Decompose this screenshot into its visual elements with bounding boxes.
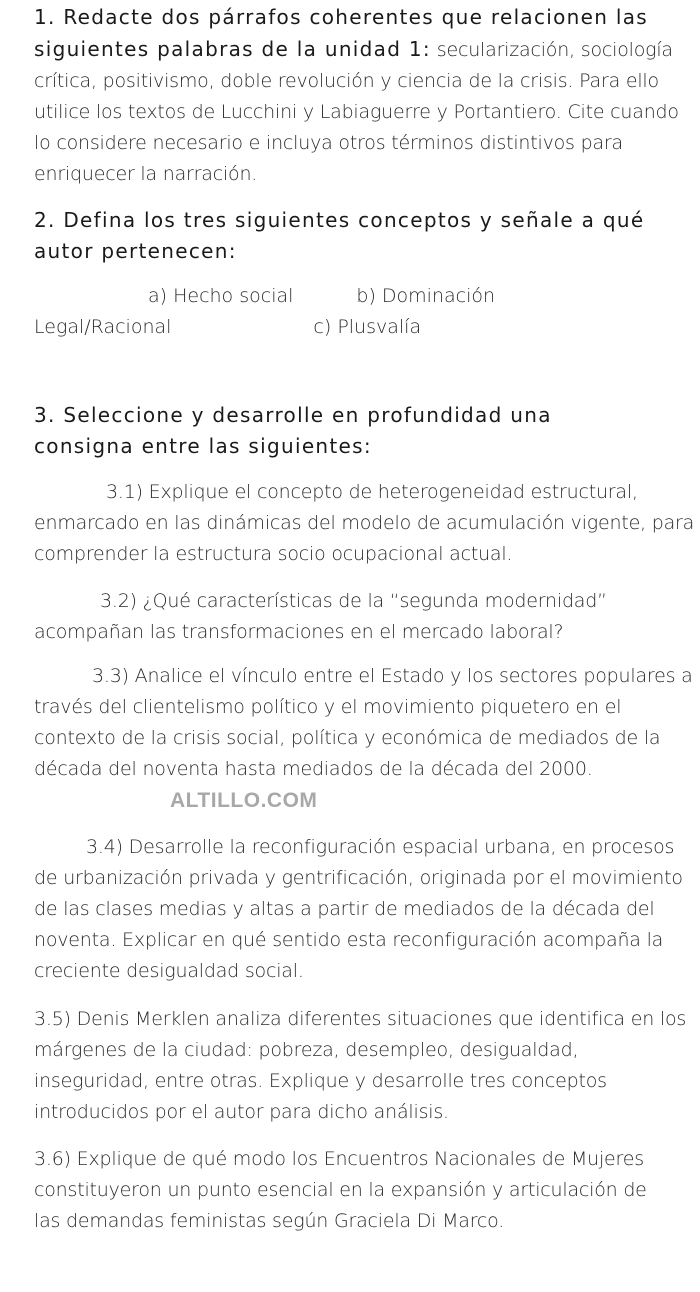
- question-2-concepts: [34, 281, 694, 343]
- question-3-heading: 3. Seleccione y desarrolle en profundidad una consigna entre las siguientes:: [34, 403, 552, 458]
- option-3-5: [34, 1004, 696, 1128]
- option-3-4-text: 3.4) Desarrolle la reconfiguración espacial urbana, en procesos de urbanización privada y gentrificación, originada por el movimiento de las clases medias y altas a partir de mediados de la década del noventa. Explicar en qué sentido esta reconfiguración acompaña la creciente desigualdad social.: [34, 836, 683, 982]
- option-3-3: [34, 661, 694, 817]
- option-3-6: [34, 1144, 654, 1237]
- concept-row-1: [34, 281, 694, 312]
- question-1-body: secularización, sociología crítica, positivismo, doble revolución y ciencia de la crisis. Para ello utilice los textos de Lucchini y Labiaguerre y Portantiero. Cite cuando lo considere necesario e incluya otros términos distintivos para enriquecer la narración.: [34, 39, 679, 185]
- option-3-1: [34, 477, 696, 570]
- option-3-2-text: 3.2) ¿Qué características de la “segunda modernidad” acompañan las transformaciones en el mercado laboral?: [34, 590, 607, 643]
- concept-b: b) Dominación: [356, 285, 496, 307]
- option-3-2: [34, 586, 664, 648]
- question-1: [34, 2, 694, 190]
- option-3-3-text: 3.3) Analice el vínculo entre el Estado y los sectores populares a través del clientelismo político y el movimiento piquetero en el contexto de la crisis social, política y económica de mediados de la década del noventa hasta mediados de la década del 2000.: [34, 665, 693, 780]
- question-2-heading: 2. Defina los tres siguientes conceptos y señale a qué autor pertenecen:: [34, 208, 645, 263]
- option-3-4: [34, 832, 694, 987]
- concept-b-continued: Legal/Racional: [34, 316, 172, 338]
- altillo-watermark: ALTILLO.COM: [170, 789, 318, 812]
- concept-a: a) Hecho social: [148, 285, 294, 307]
- option-3-5-text: 3.5) Denis Merklen analiza diferentes situaciones que identifica en los márgenes de la ciudad: pobreza, desempleo, desigualdad, inseguridad, entre otras. Explique y desarrolle tres conceptos introducidos por el autor para dicho análisis.: [34, 1008, 687, 1123]
- concept-row-2: [34, 312, 694, 343]
- concept-c: c) Plusvalía: [313, 316, 422, 338]
- option-3-6-text: 3.6) Explique de qué modo los Encuentros Nacionales de Mujeres constituyeron un punto esencial en la expansión y articulación de las demandas feministas según Graciela Di Marco.: [34, 1148, 647, 1232]
- option-3-1-text: 3.1) Explique el concepto de heterogeneidad estructural, enmarcado en las dinámicas del modelo de acumulación vigente, para comprender la estructura socio ocupacional actual.: [34, 481, 695, 565]
- question-1-heading: 1. Redacte dos párrafos coherentes que relacionen las siguientes palabras de la unidad 1:: [34, 5, 649, 61]
